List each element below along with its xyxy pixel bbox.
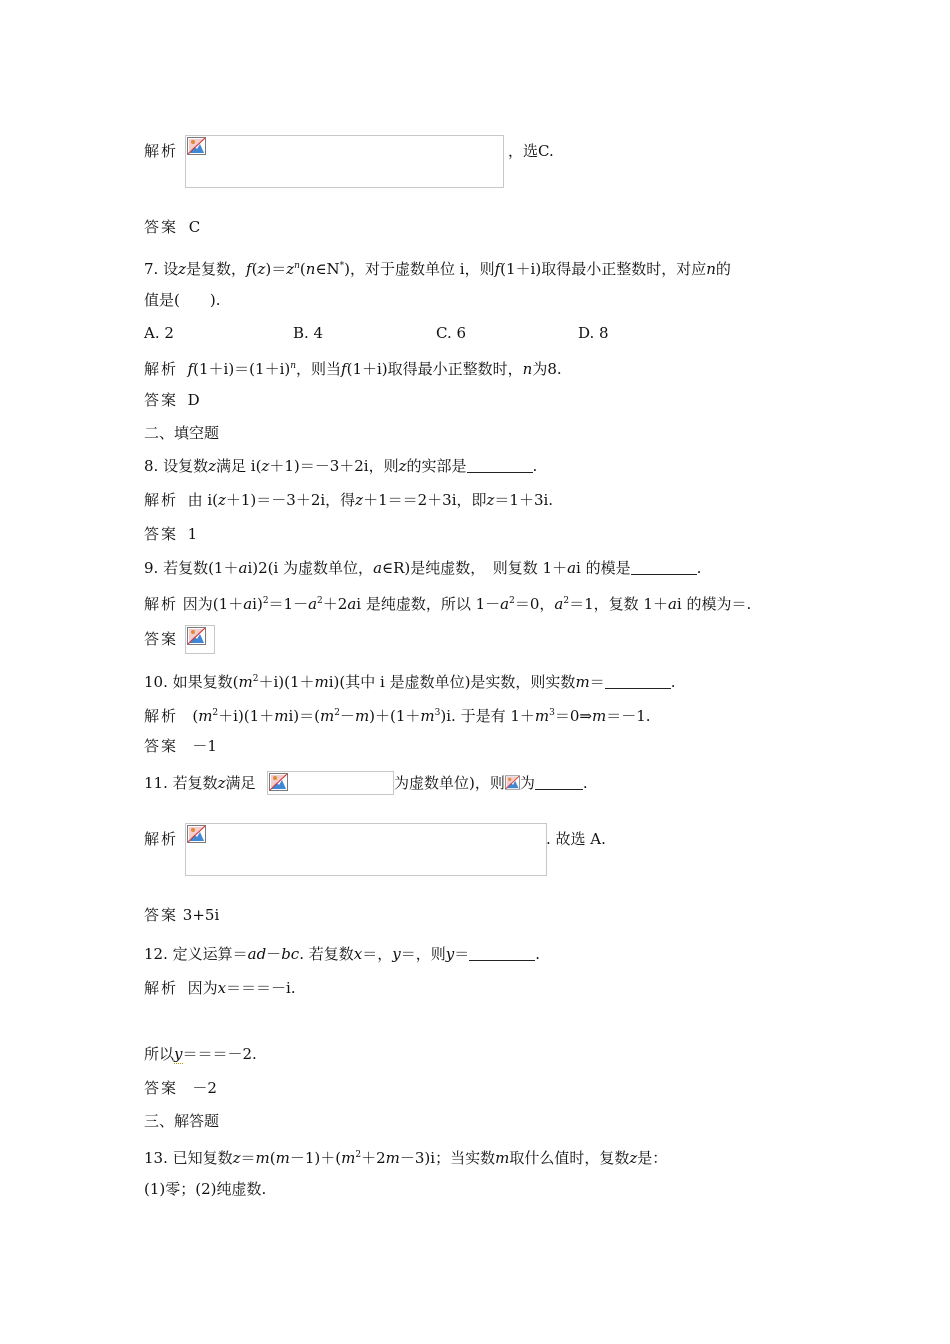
- q6-answer-row: [144, 217, 200, 237]
- q7-answer: 答案 D: [144, 391, 200, 409]
- answer-label: 答案: [144, 218, 179, 236]
- q8-analysis: 解析 由 i(z＋1)＝－3＋2i，得z＋1＝＝2＋3i，即z＝1＋3i.: [144, 491, 554, 509]
- section-3-heading: 三、解答题: [144, 1112, 220, 1130]
- formula-image-placeholder: [185, 135, 504, 188]
- q11-analysis-label: 解析: [144, 830, 179, 848]
- broken-image-icon: [505, 775, 520, 790]
- q8-stem: 8. 设复数z满足 i(z＋1)＝－3＋2i，则z的实部是 .: [144, 457, 538, 475]
- q6-analysis-row: [144, 141, 178, 161]
- answer-blank: [467, 458, 533, 473]
- q13-stem-line1: 13. 已知复数$z=m(m-1)+(m^2+2m-3)i$；当实数m取什么值时，复数z是：: [144, 1149, 668, 1167]
- q7-analysis: 解析 $f(1+i)=(1+i)^n$，则当f(1＋i)取得最小正整数时，n为8.: [144, 360, 562, 378]
- option-a: A. 2: [144, 324, 174, 342]
- broken-image-icon: [187, 825, 206, 843]
- q7-stem-line1: 7. 设z是复数，$f(z)=z^n(n\in N^*)$，对于虚数单位 i，则f(1＋i)取得最小正整数时，对应n的: [144, 260, 731, 278]
- q9-analysis: 解析 因为$(1+ai)^2=1-a^2+2ai$ 是纯虚数，所以 $1-a^2=0$，$a^2=1$，复数 1＋ai 的模为＝.: [144, 595, 752, 613]
- q11-analysis-tail: . 故选 A.: [546, 830, 606, 848]
- formula-image-placeholder: [267, 771, 394, 795]
- q8-answer: 答案 1: [144, 525, 198, 543]
- broken-image-icon: [269, 773, 288, 791]
- broken-image-icon: [187, 137, 206, 155]
- broken-image-icon: [187, 627, 206, 645]
- section-2-heading: 二、填空题: [144, 424, 220, 442]
- q12-conclusion: 所以y＝＝＝－2.: [144, 1045, 257, 1063]
- q10-stem: 10. 如果复数$(m^2+i)(1+mi)$(其中 i 是虚数单位)是实数，则实数m＝ .: [144, 673, 676, 691]
- answer-blank: [631, 560, 697, 575]
- answer-blank: [469, 946, 535, 961]
- q10-analysis: 解析 $(m^2+i)(1+mi)=(m^2-m)+(1+m^3)i$. 于是有 $1+m^3=0\Rightarrow m=-1$.: [144, 707, 651, 725]
- q7-options: [144, 323, 844, 343]
- q12-stem: 12. 定义运算＝ad－bc. 若复数x＝，y＝，则y＝ .: [144, 945, 541, 963]
- q12-answer: 答案 －2: [144, 1079, 217, 1097]
- q6-analysis-tail: ，选C.: [508, 142, 554, 160]
- q10-answer: 答案 －1: [144, 737, 217, 755]
- answer-value: C: [188, 218, 201, 236]
- answer-image-placeholder: [185, 625, 215, 654]
- q11-stem-start: 11. 若复数z满足: [144, 774, 256, 792]
- answer-blank: [605, 674, 671, 689]
- analysis-label: 解析: [144, 142, 179, 160]
- q9-answer: 答案: [144, 630, 179, 648]
- q11-answer: 答案 3+5i: [144, 906, 220, 924]
- option-d: D. 8: [578, 324, 609, 342]
- answer-blank: [535, 775, 583, 790]
- q12-analysis: 解析 因为x＝＝＝－i.: [144, 979, 296, 997]
- option-b: B. 4: [293, 324, 324, 342]
- formula-image-placeholder: [185, 823, 547, 876]
- option-c: C. 6: [436, 324, 467, 342]
- q9-stem: 9. 若复数(1＋ai)2(i 为虚数单位，a∈R)是纯虚数， 则复数 1＋ai 的模是 .: [144, 559, 702, 577]
- q7-stem-line2: 值是( ).: [144, 291, 221, 309]
- q13-stem-line2: (1)零；(2)纯虚数.: [144, 1180, 267, 1198]
- q11-stem-end: 为虚数单位)，则 为 .: [394, 774, 588, 792]
